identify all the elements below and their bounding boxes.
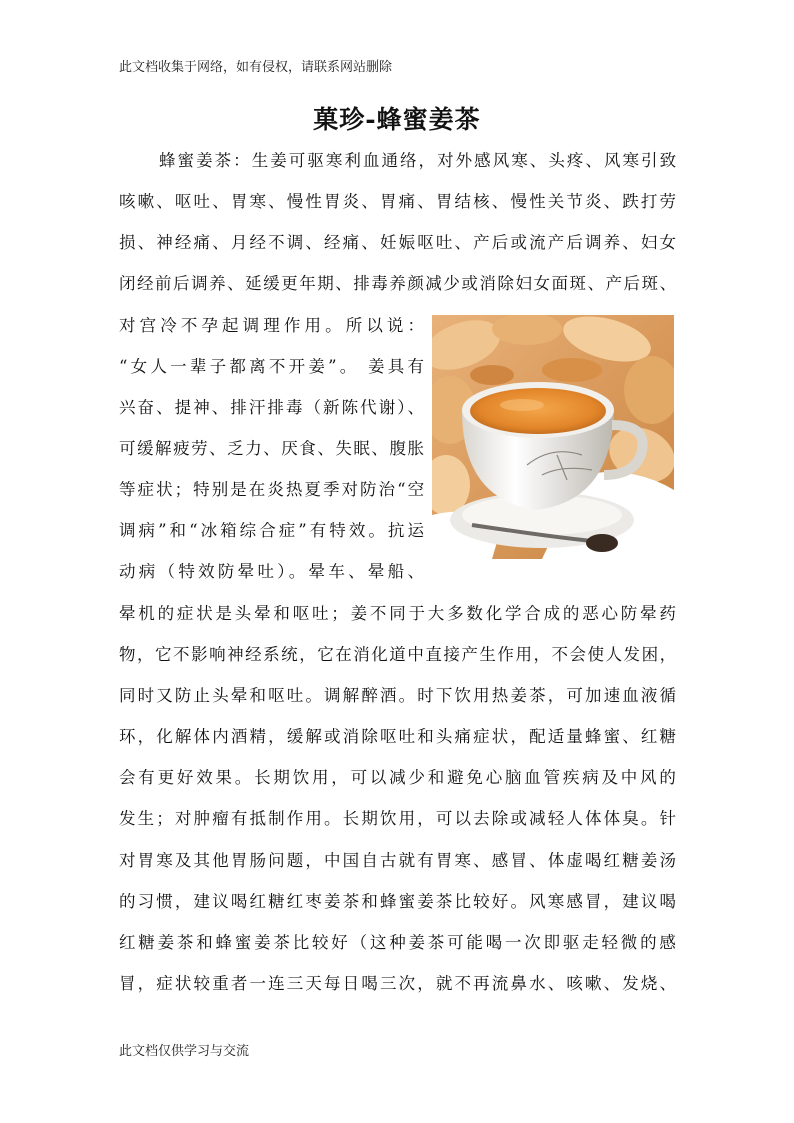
paragraph-line: “女人一辈子都离不开姜”。 姜具有 <box>119 357 428 376</box>
paragraph-line: 冒，症状较重者一连三天每日喝三次，就不再流鼻水、咳嗽、发烧、 <box>119 974 679 993</box>
paragraph-line: 损、神经痛、月经不调、经痛、妊娠呕吐、产后或流产后调养、妇女 <box>119 233 679 252</box>
paragraph-line: 可缓解疲劳、乏力、厌食、失眠、腹胀 <box>119 439 426 458</box>
paragraph-line: 咳嗽、呕吐、胃寒、慢性胃炎、胃痛、胃结核、慢性关节炎、跌打劳 <box>119 192 679 211</box>
paragraph-line: 调病”和“冰箱综合症”有特效。抗运 <box>119 521 427 540</box>
paragraph-line: 闭经前后调养、延缓更年期、排毒养颜减少或消除妇女面斑、产后斑、 <box>119 274 678 293</box>
paragraph-line: 对宫冷不孕起调理作用。所以说： <box>119 316 429 335</box>
paragraph-line: 红糖姜茶和蜂蜜姜茶比较好（这种姜茶可能喝一次即驱走轻微的感 <box>119 933 679 952</box>
paragraph-line: 对胃寒及其他胃肠问题，中国自古就有胃寒、感冒、体虚喝红糖姜汤 <box>119 851 679 870</box>
paragraph-line: 动病（特效防晕吐）。晕车、晕船、 <box>119 562 428 581</box>
ginger-tea-image <box>432 315 674 559</box>
paragraph-line: 同时又防止头晕和呕吐。调解醉酒。时下饮用热姜茶，可加速血液循 <box>119 686 679 705</box>
paragraph-line: 发生；对肿瘤有抵制作用。长期饮用，可以去除或减轻人体体臭。针 <box>119 809 679 828</box>
header-note: 此文档收集于网络，如有侵权，请联系网站删除 <box>119 60 393 75</box>
paragraph-line: 等症状；特别是在炎热夏季对防治“空 <box>119 480 427 499</box>
paragraph-line: 兴奋、提神、排汗排毒（新陈代谢）、 <box>119 398 427 417</box>
paragraph-line: 物，它不影响神经系统，它在消化道中直接产生作用，不会使人发困， <box>119 645 678 664</box>
page-title: 菓珍-蜂蜜姜茶 <box>313 105 481 134</box>
paragraph-line: 的习惯，建议喝红糖红枣姜茶和蜂蜜姜茶比较好。风寒感冒，建议喝 <box>119 892 679 911</box>
paragraph-line: 会有更好效果。长期饮用，可以减少和避免心脑血管疾病及中风的 <box>119 768 679 787</box>
paragraph-line: 环，化解体内酒精，缓解或消除呕吐和头痛症状，配适量蜂蜜、红糖 <box>119 727 679 746</box>
paragraph-line: 蜂蜜姜茶：生姜可驱寒利血通络，对外感风寒、头疼、风寒引致 <box>159 151 679 170</box>
footer-note: 此文档仅供学习与交流 <box>119 1044 250 1059</box>
paragraph-line: 晕机的症状是头晕和呕吐；姜不同于大多数化学合成的恶心防晕药 <box>119 604 679 623</box>
